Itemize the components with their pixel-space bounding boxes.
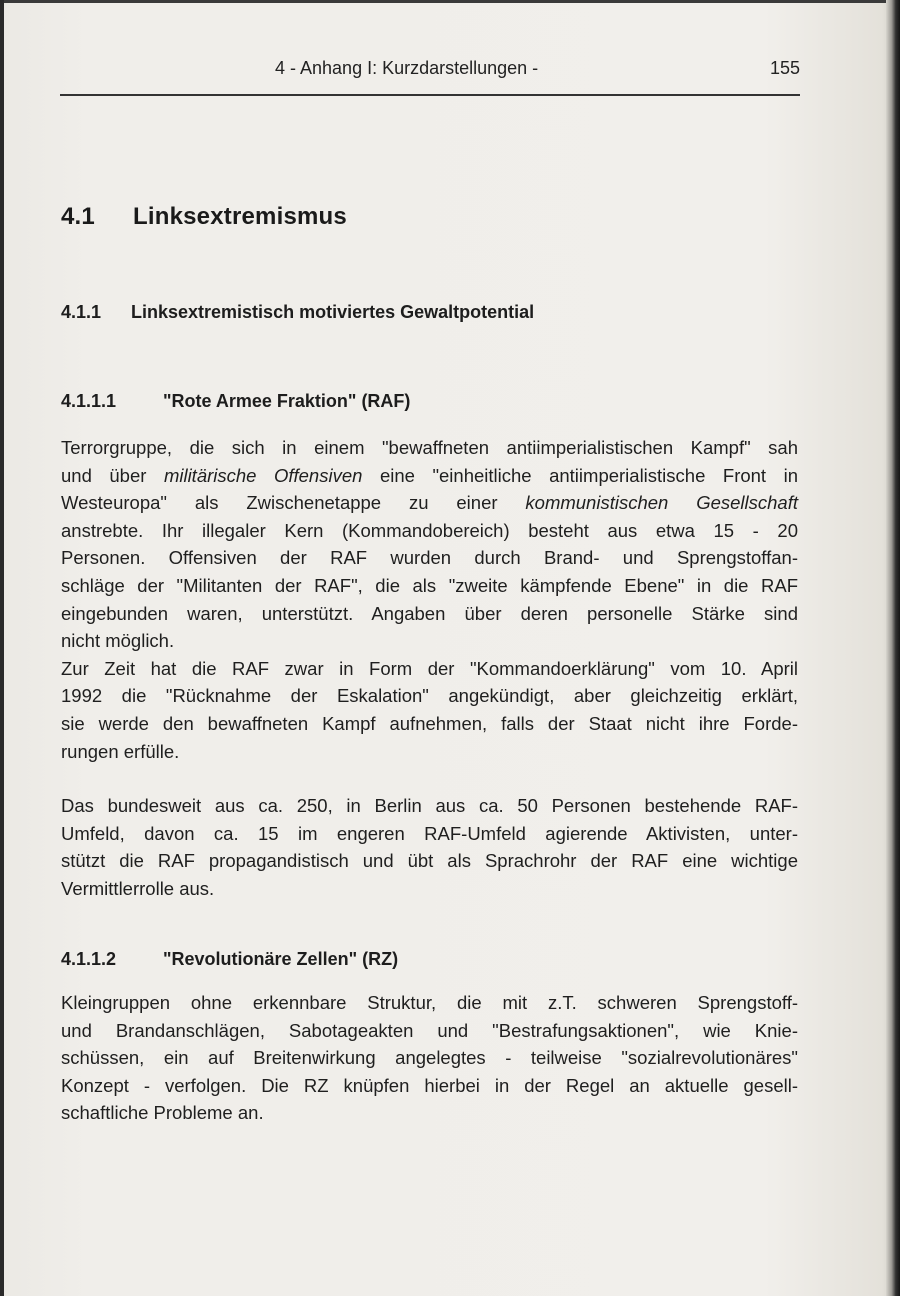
section-heading (61, 203, 347, 231)
text-line: Umfeld, davon ca. 15 im engeren RAF-Umfeld agierende Aktivisten, unter- (61, 822, 798, 844)
text-line: Das bundesweit aus ca. 250, in Berlin aus ca. 50 Personen bestehende RAF- (61, 795, 798, 816)
page-number: 155 (769, 58, 800, 78)
text-line: schläge der "Militanten der RAF", die als "zweite kämpfende Ebene" in die RAF (61, 574, 798, 596)
page-left-edge (0, 0, 4, 1296)
text-line: Vermittlerrolle aus. (61, 877, 215, 899)
subsection-title: Linksextremistisch motiviertes Gewaltpotential (131, 302, 535, 322)
text-line: rungen erfülle. (61, 740, 180, 762)
text-line: 1992 die "Rücknahme der Eskalation" angekündigt, aber gleichzeitig erklärt, (61, 685, 798, 707)
raf-heading (61, 391, 410, 412)
text-line: Konzept - verfolgen. Die RZ knüpfen hierbei in der Regel an aktuelle gesell- (61, 1074, 798, 1096)
text-line: Westeuropa" als Zwischenetappe zu einer kommunistischen Gesellschaft (61, 492, 798, 514)
text-line: und Brandanschlägen, Sabotageakten und "Bestrafungsaktionen", wie Knie- (61, 1019, 798, 1041)
section-title: Linksextremismus (133, 203, 347, 230)
rz-number: 4.1.1.2 (61, 949, 117, 969)
text-line: sie werde den bewaffneten Kampf aufnehmen, falls der Staat nicht ihre Forde- (61, 712, 798, 734)
text-line: nicht möglich. (61, 630, 175, 652)
rz-heading (61, 949, 398, 970)
page-right-shadow (886, 0, 900, 1296)
header-rule (60, 94, 800, 96)
text-line: Kleingruppen ohne erkennbare Struktur, die mit z.T. schweren Sprengstoff- (61, 992, 798, 1013)
text-line: schaftliche Probleme an. (61, 1102, 264, 1124)
raf-paragraph-2 (61, 792, 798, 902)
text-line: eingebunden waren, unterstützt. Angaben über deren personelle Stärke sind (61, 602, 798, 624)
text-line: Personen. Offensiven der RAF wurden durch Brand- und Sprengstoffan- (61, 547, 798, 569)
running-header (60, 58, 800, 88)
page-top-edge (0, 0, 900, 3)
raf-number: 4.1.1.1 (61, 391, 117, 411)
italic-phrase: militärische Offensiven (163, 464, 363, 486)
subsection-number: 4.1.1 (61, 302, 102, 322)
text-line: und über militärische Offensiven eine "einheitliche antiimperialistische Front in (61, 464, 798, 486)
italic-phrase: kommunistischen Gesellschaft (525, 492, 798, 514)
text-line: schüssen, ein auf Breitenwirkung angelegtes - teilweise "sozialrevolutionäres" (61, 1047, 798, 1069)
raf-paragraph-1 (61, 434, 798, 765)
subsection-heading (61, 302, 534, 323)
text-line: anstrebte. Ihr illegaler Kern (Kommandobereich) besteht aus etwa 15 - 20 (61, 519, 798, 541)
text-line: Terrorgruppe, die sich in einem "bewaffneten antiimperialistischen Kampf" sah (61, 437, 798, 458)
rz-paragraph-1 (61, 989, 798, 1127)
running-title: 4 - Anhang I: Kurzdarstellungen - (275, 58, 539, 78)
raf-title: "Rote Armee Fraktion" (RAF) (163, 391, 411, 411)
text-line: stützt die RAF propagandistisch und übt als Sprachrohr der RAF eine wichtige (61, 850, 798, 872)
text-line: Zur Zeit hat die RAF zwar in Form der "Kommandoerklärung" vom 10. April (61, 657, 798, 679)
section-number: 4.1 (61, 203, 95, 230)
rz-title: "Revolutionäre Zellen" (RZ) (163, 949, 399, 969)
